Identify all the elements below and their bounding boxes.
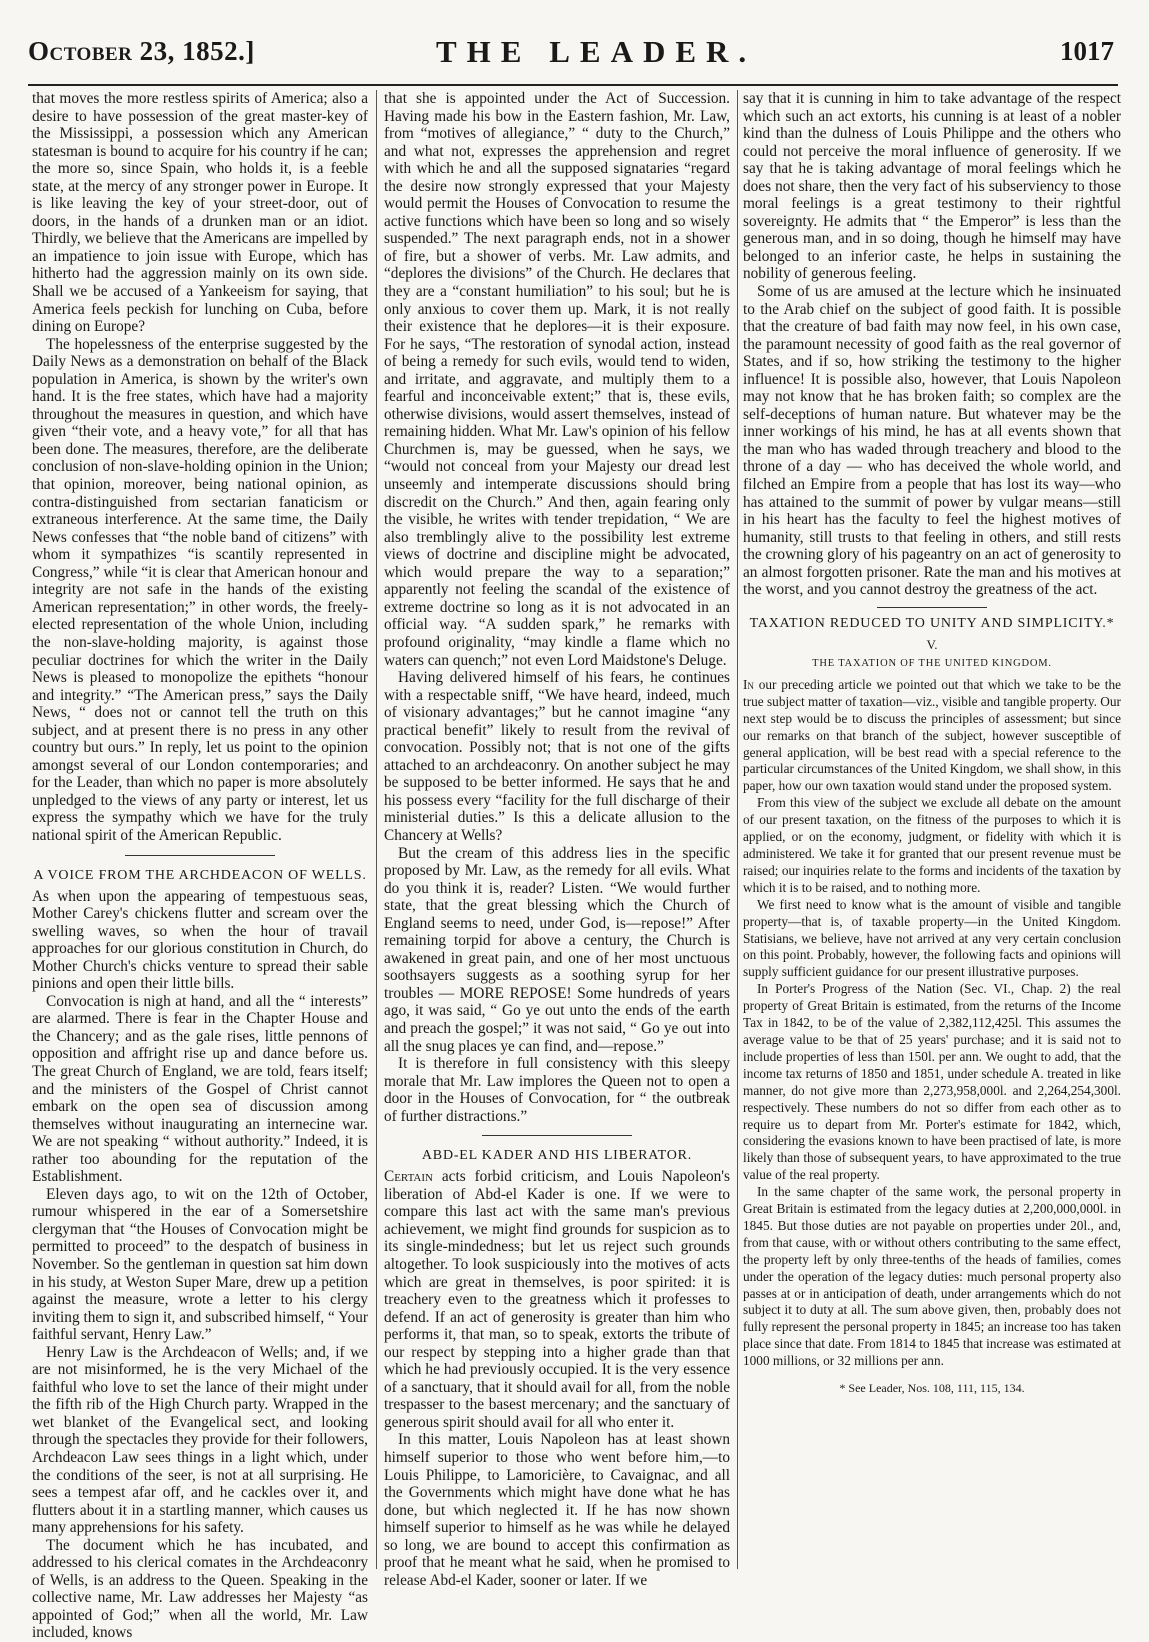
column-1: [32, 90, 368, 1642]
paragraph: that she is appointed under the Act of Succession. Having made his bow in the Eastern fashion, Mr. Law, from “motives of allegiance,” “ duty to the Church,” and what not, expresses the apprehension and regret with which he and all the supposed signataries “regard the desire now strongly expressed that your Majesty would permit the Houses of Convocation to resume the active functions which have been so long and so wisely suspended.” The next paragraph ends, not in a shower of fire, but a shower of verbs. Mr. Law admits, and “deplores the divisions” of the Church. He declares that they are a “constant humiliation” to his soul; but he is only anxious to cover them up. Mark, it is not really their existence that he deplores—it is their exposure. For he says, “The restoration of synodal action, instead of being a remedy for such evils, would tend to widen, and irritate, and aggravate, and multiply them to a fearful and inconceivable extent;” that is, these evils, otherwise divisions, would assert themselves, instead of remaining hidden. What Mr. Law's opinion of his fellow Churchmen is, may be guessed, when he says, we “would not conceal from your Majesty our dread lest unseemly and intemperate discussions should bring discredit on the Church.” And then, again fearing only the visible, he writes with tender trepidation, “ We are also tremblingly alive to the possibility lest extreme views of doctrine and discipline might be advocated, which would prepare the way to a separation;” apparently not feeling the scandal of the existence of extreme doctrine so long as it is not advocated in an official way. “A sudden spark,” he remarks with profound originality, “may kindle a flame which no waters can quench;” not even Lord Maidstone's Deluge.: [384, 90, 730, 669]
paragraph: Henry Law is the Archdeacon of Wells; and, if we are not misinformed, he is the very Michael of the faithful who love to set the lance of their might under the fifth rib of the High Church party. Wrapped in the wet blanket of the Evangelical sect, and looking through the spectacles they provide for their followers, Archdeacon Law sees things in a light which, under the conditions of the seer, is not at all surprising. He sees a tempest afar off, and he cackles over it, and flutters about it in a startling manner, which causes us many apprehensions for his safety.: [32, 1343, 368, 1537]
column-2: [384, 90, 730, 1597]
article-part-number: V.: [926, 636, 938, 652]
paragraph: As when upon the appearing of tempestuous seas, Mother Carey's chickens flutter and scream over the swelling waves, so when the hour of travail approaches for our glorious constitution in Church, do Mother Church's chicks venture to spread their sable pinions and open their little bills.: [32, 887, 368, 993]
paragraph: Some of us are amused at the lecture which he insinuated to the Arab chief on the subject of good faith. It is possible that the creature of bad faith may now feel, in his own case, the paramount necessity of good faith as the real governor of States, and if so, how striking the testimony to the higher influence! It is possible also, however, that Louis Napoleon may not know that he has broken faith; so complex are the self-deceptions of human nature. But whatever may be the inner workings of his mind, he has at all events shown that the man who has waded through treachery and blood to the throne of a day — who has deceived the whole world, and filched an Empire from a people that has lost its way—who has attained to the summit of power by vulgar means—still in his heart has the faculty to feel the highest motives of humanity, still trusts to that feeling in others, and still rests the crowning glory of his pageantry on an act of generosity to an almost forgotten prisoner. Rate the man and his motives at the worst, and you cannot destroy the greatness of the act.: [743, 283, 1121, 599]
footnote: * See Leader, Nos. 108, 111, 115, 134.: [839, 1381, 1025, 1396]
paragraph: Having delivered himself of his fears, he continues with a respectable sniff, “We have heard, indeed, much of visionary advantages;” but he cannot imagine “any practical benefit” likely to result from the revival of convocation. Possibly not; that is not one of the gifts attached to an archdeaconry. On another subject he may be supposed to be better informed. He says that he and his possess every “facility for the full discharge of their ministerial duties.” Is this a delicate allusion to the Chancery at Wells?: [384, 669, 730, 844]
paragraph: say that it is cunning in him to take advantage of the respect which such an act extorts, his cunning is at least of a nobler kind than the dulness of Louis Philippe and the others who could not perceive the moral influence of generosity. If we say that he is taking advantage of moral feelings which he does not share, then the very fact of his subserviency to those moral feelings is a great testimony to their rightful sovereignty. He admits that “ the Emperor” is less than the generous man, and in so doing, though he himself may have belonged to an inferior caste, he helps in sustaining the nobility of generous feeling.: [743, 90, 1121, 283]
newspaper-title: THE LEADER.: [436, 34, 757, 69]
paragraph: Convocation is nigh at hand, and all the “ interests” are alarmed. There is fear in the Chapter House and the Chancery; and as the gale rises, little pennons of opposition and affright rise up and dance before us. The great Church of England, we are told, fears itself; and the ministers of the Gospel of Christ cannot embark on the open sea of discussion among themselves without inaugurating an internecine war. We are not speaking “ without authority.” Indeed, it is rather too abounding for the reputation of the Establishment.: [32, 992, 368, 1186]
section-rule: [125, 855, 275, 856]
paragraph-text: acts forbid criticism, and Louis Napoleon's liberation of Abd-el Kader is one. If we were to compare this last act with the same man's previous achievement, we might find grounds for suspicion as to its single-mindedness; but let us reject such grounds altogether. To look suspiciously into the motives of acts which are great in themselves, is poor spirited: it is treachery even to the greatness which it professes to defend. If an act of generosity is greater than him who performs it, that man, so to speak, extorts the tribute of our respect by stepping into a higher grade than that which he had previously occupied. It is the very essence of a sanctuary, that it should avail for all, from the noble trespasser to the basest mercenary; and the sanctuary of generous spirit should avail for all who enter it.: [384, 1168, 730, 1431]
page-number: 1017: [1060, 36, 1114, 66]
article-subheading: THE TAXATION OF THE UNITED KINGDOM.: [812, 658, 1052, 670]
section-rule: [877, 607, 987, 608]
paragraph: The hopelessness of the enterprise suggested by the Daily News as a demonstration on behalf of the Black population in America, is shown by the writer's own hand. It is the free states, which have had a majority throughout the measures in question, and which have given “their vote, and a heavy vote,” for all that has been done. The measures, therefore, are the deliberate conclusion of non-slave-holding opinion in the Union; that opinion, moreover, being national opinion, as contra-distinguished from sectarian fanaticism or extraneous interference. At the same time, the Daily News confesses that “the noble band of citizens” with whom it sympathizes “is scantily represented in Congress,” while “it is clear that American honour and integrity are not safe in the hands of the existing American representation;” in other words, the freely-elected representation of the whole Union, including the non-slave-holding majority, is against those peculiar doctrines for which the writer in the Daily News is pleased to monopolize the epithets “honour and integrity.” “The American press,” says the Daily News, “ does not or cannot tell the truth on this subject, and at present there is no press in any other country but ours.” In reply, let us point to the opinion amongst several of our London contemporaries; and for the Leader, than which no paper is more absolutely unpledged to the views of any party or interest, let us express the sympathy which we have for the truly national spirit of the American Republic.: [32, 335, 368, 844]
paragraph-text: our preceding article we pointed out that which we take to be the true subject matter of taxation—viz., visible and tangible property. Our next step would be to discuss the principles of assessment; but since our remarks on that branch of the subject, however susceptible of general application, will be best read with a special reference to the particular circumstances of the United Kingdom, we shall show, in this paper, how our own taxation would stand under the proposed system.: [743, 676, 1121, 794]
issue-date: October 23, 1852.]: [28, 36, 255, 66]
paragraph: In this matter, Louis Napoleon has at least shown himself superior to those who went before him,—to Louis Philippe, to Lamoricière, to Cavaignac, and all the Governments which might have done what he has done, but which neglected it. If he has now shown himself superior to himself as he was while he delayed so long, we are bound to accept this confirmation as proof that he meant what he said, when he promised to release Abd-el Kader, sooner or later. If we: [384, 1431, 730, 1589]
lead-word: In: [743, 676, 754, 692]
small-type-article: [743, 677, 1121, 1397]
paragraph: Eleven days ago, to wit on the 12th of October, rumour whispered in the ear of a Somersetshire clergyman that “the Houses of Convocation might be permitted to proceed” to the despatch of business in November. So the gentleman in question sat him down in his study, at Weston Super Mare, drew up a petition against the measure, wrote a letter to his clergy inviting them to sign it, and subscribed himself, “ Your faithful servant, Henry Law.”: [32, 1185, 368, 1344]
lead-word: Certain: [384, 1168, 433, 1186]
column-3: [743, 90, 1121, 1597]
paragraph: The document which he has incubated, and addressed to his clerical comates in the Archdeaconry of Wells, is an address to the Queen. Speaking in the collective name, Mr. Law addresses her Majesty “as appointed of God;” when all the world, Mr. Law included, knows: [32, 1536, 368, 1642]
column-divider: [737, 90, 738, 1569]
paragraph: In Porter's Progress of the Nation (Sec. VI., Chap. 2) the real property of Great Britain is estimated, from the returns of the Income Tax in 1842, to be of the value of 2,382,112,425l. This assumes the average value to be that of 25 years' purchase; and it is said not to include properties of less than 150l. per ann. We ought to add, that the income tax returns of 1850 and 1851, under schedule A. treated in like manner, do not give more than 2,273,958,000l. and 2,264,254,300l. respectively. These numbers do not so differ from each other as to require us to depart from Mr. Porter's estimate for 1842, which, considering the evasions known to have been practised of late, is more likely than those of subsequent years, to have approximated to the true value of the real property.: [743, 981, 1121, 1183]
paragraph: From this view of the subject we exclude all debate on the amount of our present taxation, on the fitness of the purposes to which it is applied, or on the economy, judgment, or fidelity with which it is administered. We take it for granted that our present revenue must be raised; our inquiries relate to the forms and incidents of the taxation by which it is to be raised, and to nothing more.: [743, 795, 1121, 895]
article-heading: A VOICE FROM THE ARCHDEACON OF WELLS.: [33, 867, 367, 883]
paragraph: We first need to know what is the amount of visible and tangible property—that is, of taxable property—in the United Kingdom. Statisians, we believe, have not arrived at any very certain conclusion on this point. Probably, however, the following facts and opinions will supply sufficient guidance for our present illustrative purposes.: [743, 896, 1121, 980]
section-rule: [482, 1135, 632, 1136]
paragraph: In the same chapter of the same work, the personal property in Great Britain is estimated from the legacy duties at 2,200,000,000l. in 1845. But those duties are not payable on properties under 20l., and, from that cause, with or without others contributing to the same effect, the property left by only three-tenths of the heads of families, comes under the operation of the legacy duties: much personal property also passes at or in anticipation of death, under arrangements which do not subject it to duty at all. The sum above given, then, probably does not fully represent the personal property in 1845; an increase too has taken place since that date. From 1814 to 1845 that increase was estimated at 1000 millions, or 32 millions per ann.: [743, 1184, 1121, 1369]
paragraph: [384, 1168, 730, 1431]
article-heading: ABD-EL KADER AND HIS LIBERATOR.: [421, 1148, 693, 1164]
paragraph: that moves the more restless spirits of America; also a desire to have possession of the great master-key of the Mississippi, a possession which any American statesman is bound to acquire for his country if he can; the more so, since Spain, who holds it, is a feeble state, at the mercy of any stronger power in Europe. It is like leaving the key of your street-door, out of doors, in the hands of a drunken man or an idiot. Thirdly, we believe that the Americans are impelled by an impatience to join issue with Europe, which has hitherto had the aggression mainly on its own side. Shall we be accused of a Yankeeism for saying, that America feels peckish for lunching on Cuba, before dining on Europe?: [32, 90, 368, 336]
paragraph: [743, 677, 1121, 795]
paragraph: But the cream of this address lies in the specific proposed by Mr. Law, as the remedy for all evils. What do you think it is, reader? Listen. “We would further state, that the great blessing which the Church of England seems to need, under God, is—repose!” After remaining torpid for above a century, the Church is awakened in great pain, and one of her most unctuous soothsayers suggests as a soothing syrup for her troubles — MORE REPOSE! Some hundreds of years ago, it was said, “ Go ye out unto the ends of the earth and preach the gospel;” it was not said, “ Go ye out into all the snug places ye can find, and—repose.”: [384, 844, 730, 1055]
masthead: [28, 34, 1118, 86]
paragraph: It is therefore in full consistency with this sleepy morale that Mr. Law implores the Queen not to open a door in the Houses of Convocation, for “ the outbreak of further distractions.”: [384, 1055, 730, 1125]
article-heading: TAXATION REDUCED TO UNITY AND SIMPLICITY.*: [749, 615, 1115, 631]
column-divider: [376, 90, 377, 1569]
